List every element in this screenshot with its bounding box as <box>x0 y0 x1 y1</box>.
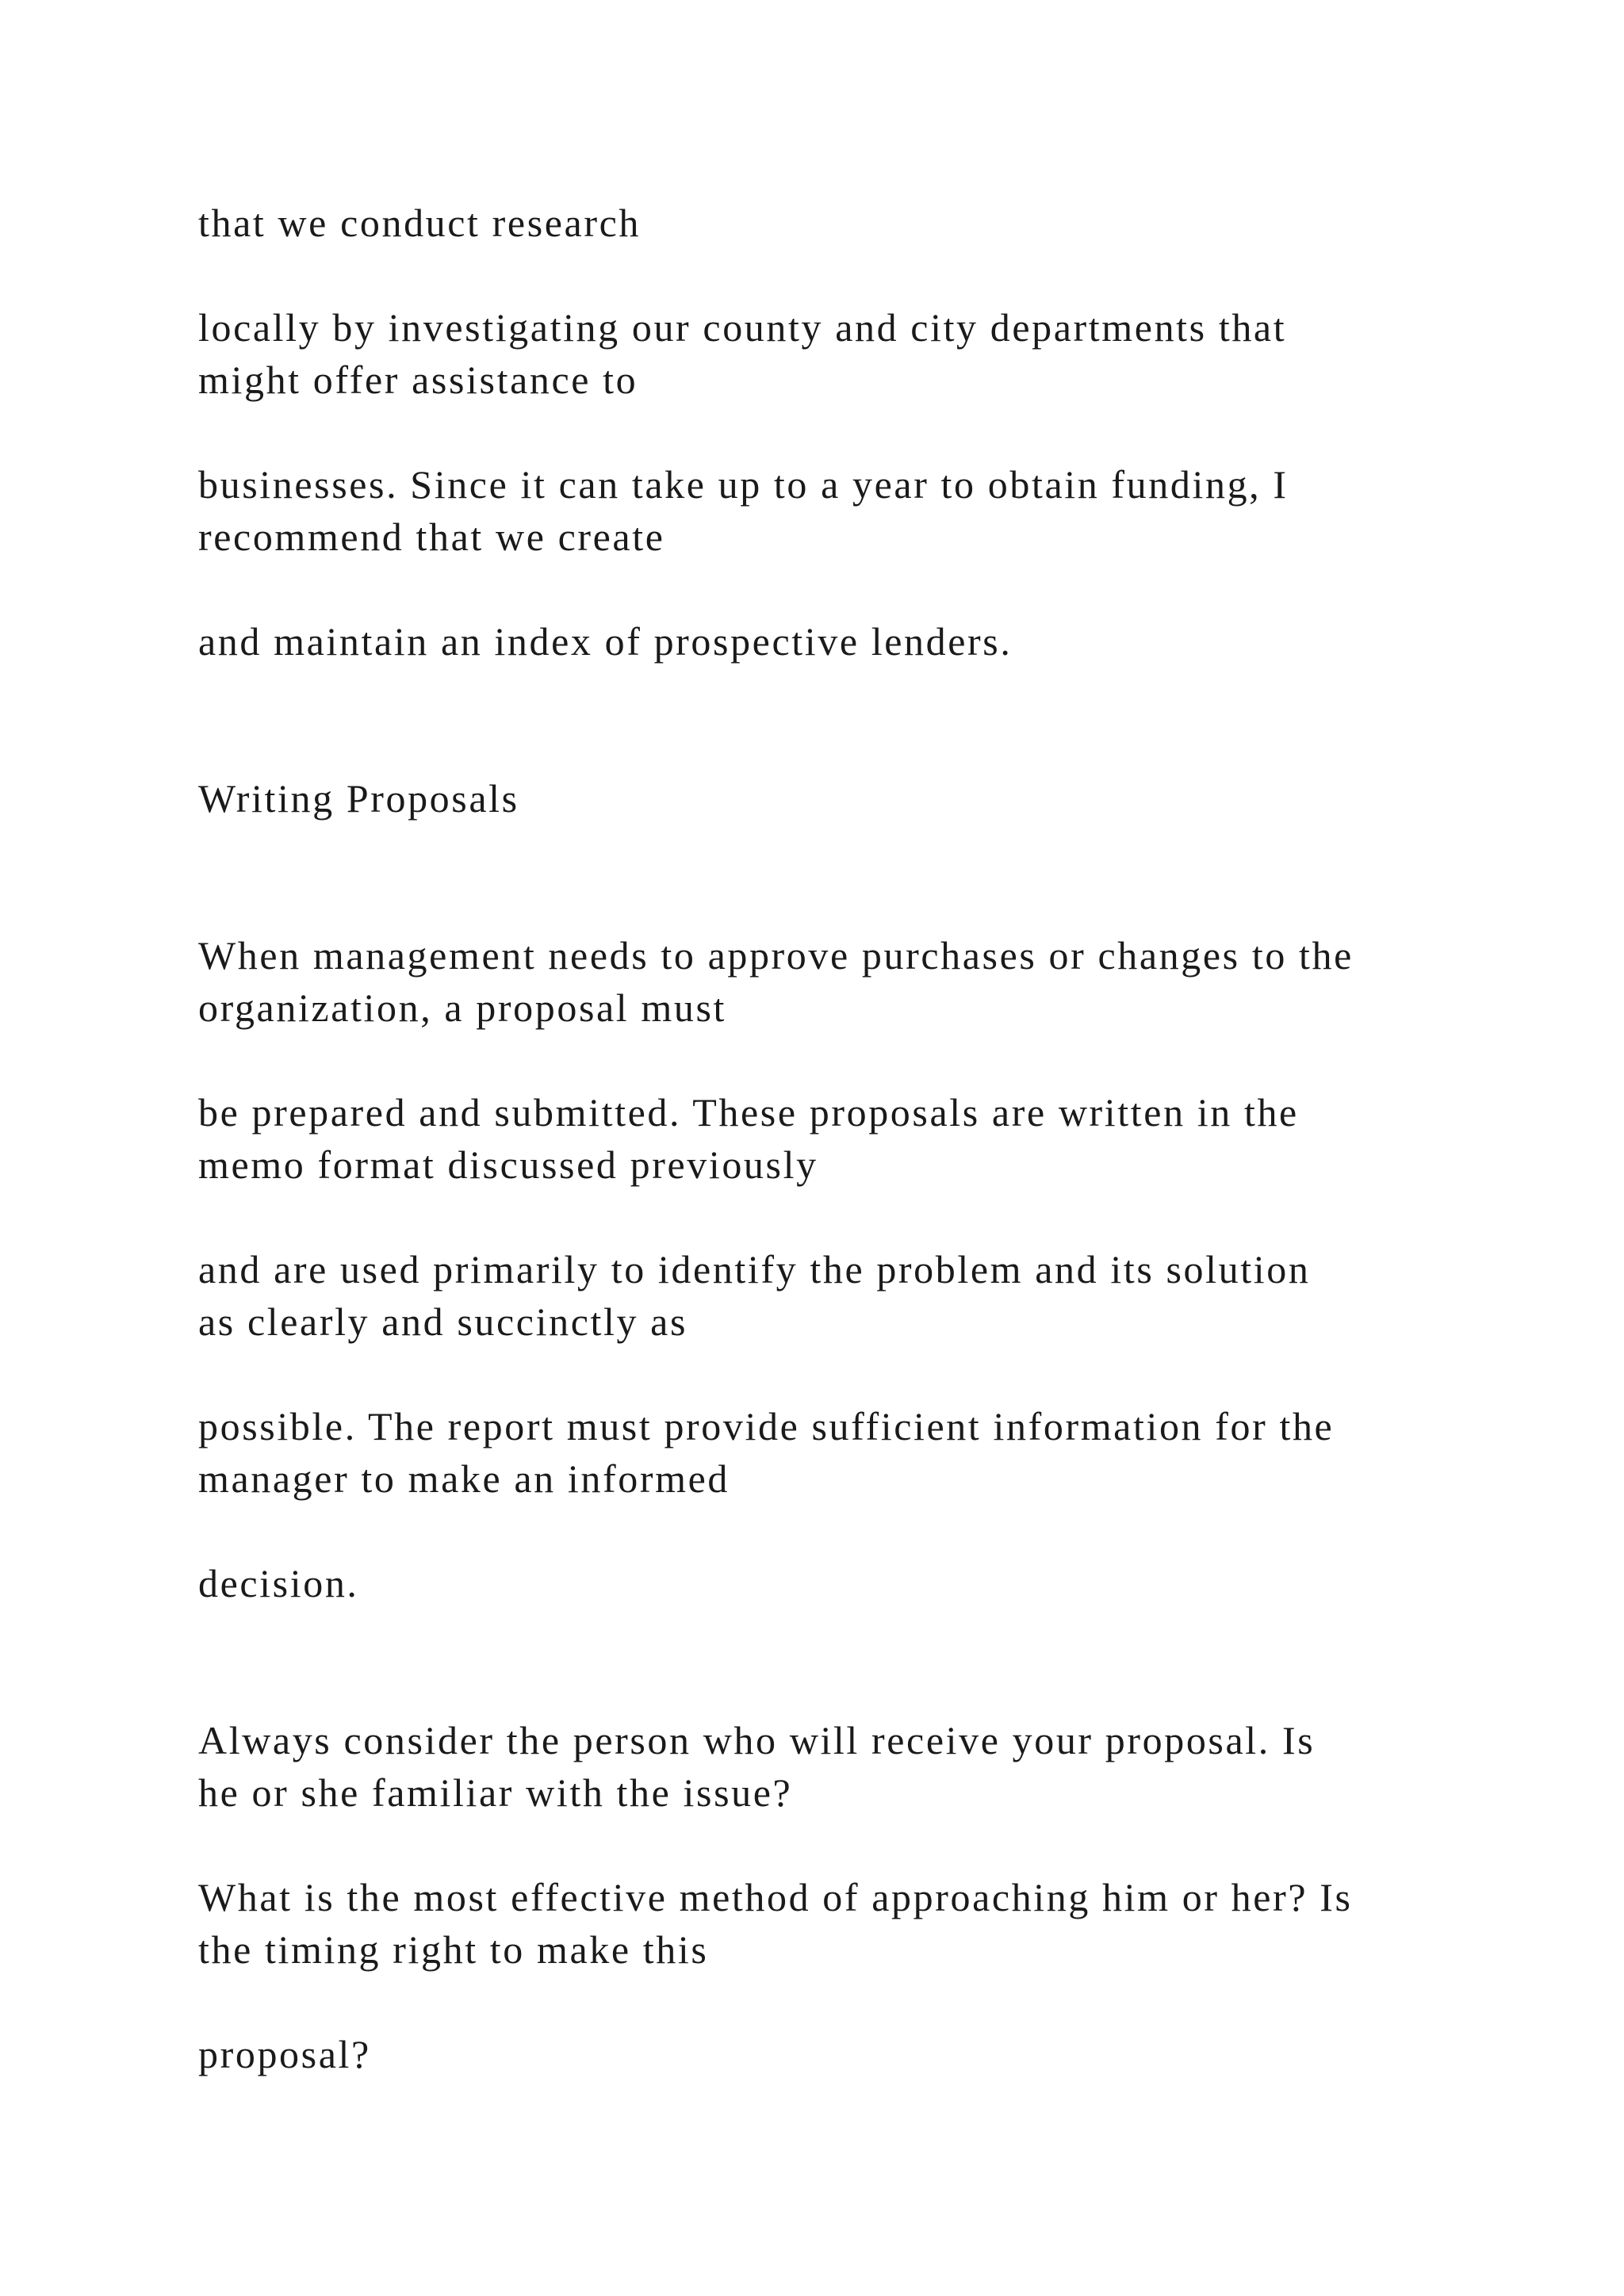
text-line: manager to make an informed <box>198 1456 730 1501</box>
text-line: the timing right to make this <box>198 1927 709 1972</box>
text-line: that we conduct research <box>198 201 641 245</box>
text-paragraph <box>198 1243 1310 1348</box>
text-line: be prepared and submitted. These proposals are written in the <box>198 1090 1299 1135</box>
text-line: locally by investigating our county and city departments that <box>198 305 1287 350</box>
section-heading: Writing Proposals <box>198 776 519 821</box>
text-paragraph <box>198 301 1286 406</box>
text-line: might offer assistance to <box>198 358 638 402</box>
text-paragraph <box>198 1400 1334 1505</box>
text-line: proposal? <box>198 2032 371 2076</box>
text-paragraph <box>198 1871 1353 1976</box>
text-line: memo format discussed previously <box>198 1142 818 1187</box>
text-paragraph <box>198 929 1354 1034</box>
text-line: decision. <box>198 1561 359 1605</box>
text-paragraph <box>198 1714 1315 1819</box>
text-paragraph <box>198 1086 1299 1191</box>
text-line: possible. The report must provide sufficient information for the <box>198 1404 1335 1448</box>
text-line: What is the most effective method of approaching him or her? Is <box>198 1875 1353 1919</box>
text-line: When management needs to approve purchases or changes to the <box>198 933 1354 978</box>
text-line: he or she familiar with the issue? <box>198 1770 793 1815</box>
text-line: businesses. Since it can take up to a year to obtain funding, I <box>198 462 1289 507</box>
text-line: organization, a proposal must <box>198 985 727 1030</box>
text-line: and are used primarily to identify the problem and its solution <box>198 1247 1311 1292</box>
text-line: Always consider the person who will receive your proposal. Is <box>198 1718 1316 1762</box>
text-line: recommend that we create <box>198 515 665 559</box>
text-line: and maintain an index of prospective lenders. <box>198 619 1013 664</box>
text-line: as clearly and succinctly as <box>198 1299 688 1344</box>
text-paragraph <box>198 458 1289 563</box>
